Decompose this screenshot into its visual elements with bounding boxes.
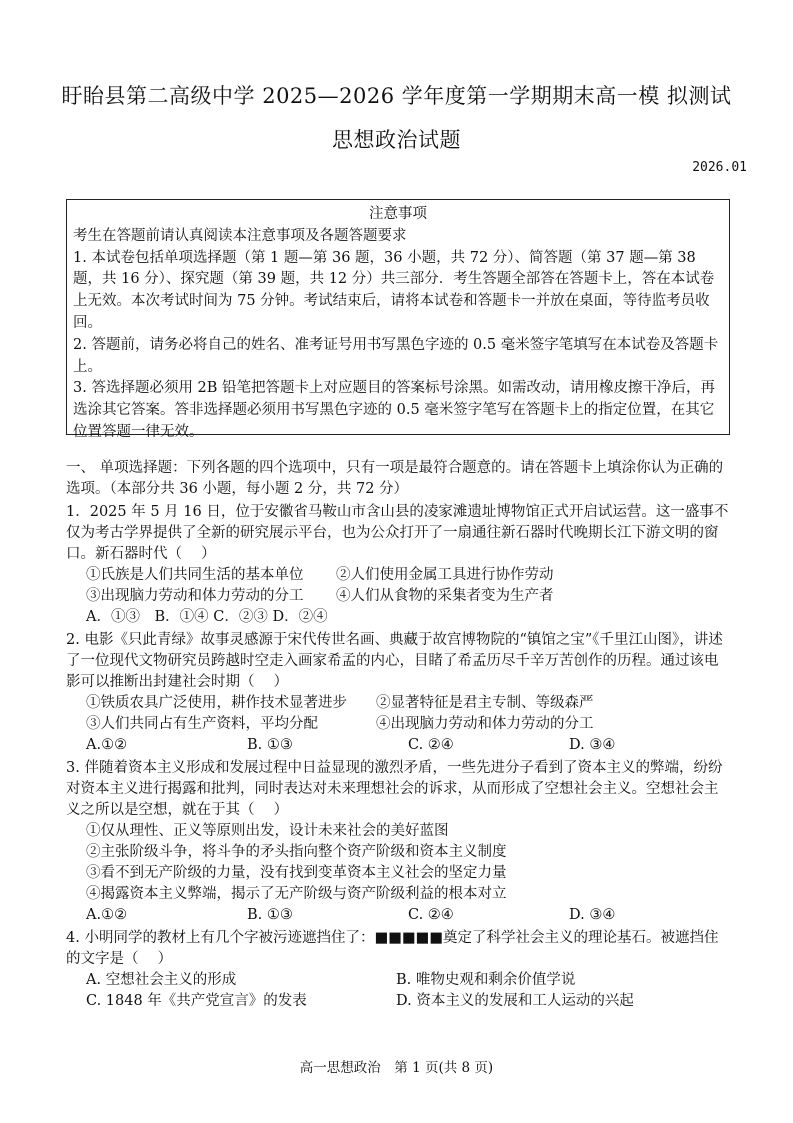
choice-b: B. ①③ xyxy=(247,907,293,923)
notice-line: 1. 本试卷包括单项选择题（第 1 题—第 36 题，36 小题，共 72 分）、简答题（第 37 题—第 38 题，共 16 分）、探究题（第 39 题，共 12 分）共三部分．考生答题全部答在答题卡上，答在本试卷上无效。本次考试时间为 75 分钟。考试结束后，请将本试卷和答题卡一并放在桌面，等待监考员收回。 xyxy=(73,249,715,331)
item: ④人们从食物的采集者变为生产者 xyxy=(336,588,554,604)
choice-c: C. 1848 年《共产党宣言》的发表 xyxy=(86,993,307,1009)
item: ①仅从理性、正义等原则出发，设计未来社会的美好蓝图 xyxy=(86,823,449,839)
exam-subject-title: 思想政治试题 xyxy=(332,128,461,152)
question-4 xyxy=(66,928,730,1012)
choice-c: C. ②④ xyxy=(408,907,454,923)
question-2 xyxy=(66,630,730,756)
notice-line: 2. 答题前，请务必将自己的姓名、准考证号用书写黑色字迹的 0.5 毫米签字笔填写在本试卷及答题卡上。 xyxy=(73,336,719,375)
item: ②人们使用金属工具进行协作劳动 xyxy=(336,567,554,583)
answer-choices xyxy=(66,735,730,756)
item: ④出现脑力劳动和体力劳动的分工 xyxy=(376,716,594,732)
choice-a: A.①② xyxy=(86,737,128,753)
answer-choices xyxy=(66,970,730,991)
choice-a: A.①② xyxy=(86,907,128,923)
item-row xyxy=(66,693,730,714)
answer-choices: A．①③ B．①④ C．②③ D．②④ xyxy=(86,609,328,625)
question-stem: 3. 伴随着资本主义形成和发展过程中日益显现的激烈矛盾，一些先进分子看到了资本主义的弊端，纷纷对资本主义进行揭露和批判，同时表达对未来理想社会的诉求，从而形成了空想社会主义。空想社会主义之所以是空想，就在于其（ ） xyxy=(66,760,723,818)
notice-box xyxy=(66,199,730,440)
multiple-choice-section xyxy=(66,458,730,1012)
notice-line: 3. 答选择题必须用 2B 铅笔把答题卡上对应题目的答案标号涂黑。如需改动，请用橡皮擦干净后，再选涂其它答案。答非选择题必须用书写黑色字迹的 0.5 毫米签字笔写在答题卡上的指定位置，在其它位置答题一律无效。 xyxy=(73,380,716,440)
item-row xyxy=(66,565,730,586)
item: ①铁质农具广泛使用，耕作技术显著进步 xyxy=(86,695,347,711)
section-heading: 一、 单项选择题：下列各题的四个选项中，只有一项是最符合题意的。请在答题卡上填涂你认为正确的选项。（本部分共 36 小题，每小题 2 分，共 72 分） xyxy=(66,460,724,497)
item-row xyxy=(66,714,730,735)
notice-line: 考生在答题前请认真阅读本注意事项及各题答题要求 xyxy=(73,227,407,244)
item: ②主张阶级斗争，将斗争的矛头指向整个资产阶级和资本主义制度 xyxy=(86,844,507,860)
question-3 xyxy=(66,758,730,926)
choice-d: D. ③④ xyxy=(569,907,616,923)
answer-choices xyxy=(66,905,730,926)
question-stem: 2. 电影《只此青绿》故事灵感源于宋代传世名画、典藏于故宫博物院的“镇馆之宝”《千里江山图》，讲述了一位现代文物研究员跨越时空走入画家希孟的内心，目睹了希孟历尽千辛万苦创作的历程。通过该电影可以推断出封建社会时期（ ） xyxy=(66,632,723,690)
notice-heading: 注意事项 xyxy=(369,206,427,222)
choice-c: C. ②④ xyxy=(408,737,454,753)
answer-choices xyxy=(66,991,730,1012)
choice-a: A. 空想社会主义的形成 xyxy=(86,972,237,988)
choice-d: D. 资本主义的发展和工人运动的兴起 xyxy=(396,993,634,1009)
choice-d: D. ③④ xyxy=(569,737,616,753)
item: ①氏族是人们共同生活的基本单位 xyxy=(86,567,304,583)
item: ③看不到无产阶级的力量，没有找到变革资本主义社会的坚定力量 xyxy=(86,865,507,881)
item-row xyxy=(66,586,730,607)
page-footer: 高一思想政治 第 1 页(共 8 页) xyxy=(299,1060,494,1076)
item: ④揭露资本主义弊端，揭示了无产阶级与资产阶级利益的根本对立 xyxy=(86,886,507,902)
exam-title: 盱眙县第二高级中学 2025—2026 学年度第一学期期末高一模 拟测试 xyxy=(61,84,732,108)
item: ③出现脑力劳动和体力劳动的分工 xyxy=(86,588,304,604)
item: ②显著特征是君主专制、等级森严 xyxy=(376,695,594,711)
question-stem: 1．2025 年 5 月 16 日，位于安徽省马鞍山市含山县的凌家滩遗址博物馆正式开启试运营。这一盛事不仅为考古学界提供了全新的研究展示平台，也为公众打开了一扇通往新石器时代晚期长江下游文明的窗口。新石器时代（ ） xyxy=(66,504,729,562)
question-stem: 4. 小明同学的教材上有几个字被污迹遮挡住了：■■■■■奠定了科学社会主义的理论基石。被遮挡住的文字是（ ） xyxy=(66,930,719,967)
item: ③人们共同占有生产资料，平均分配 xyxy=(86,716,318,732)
choice-b: B. ①③ xyxy=(247,737,293,753)
exam-date: 2026.01 xyxy=(692,160,747,175)
question-1 xyxy=(66,502,730,628)
choice-b: B. 唯物史观和剩余价值学说 xyxy=(396,972,576,988)
